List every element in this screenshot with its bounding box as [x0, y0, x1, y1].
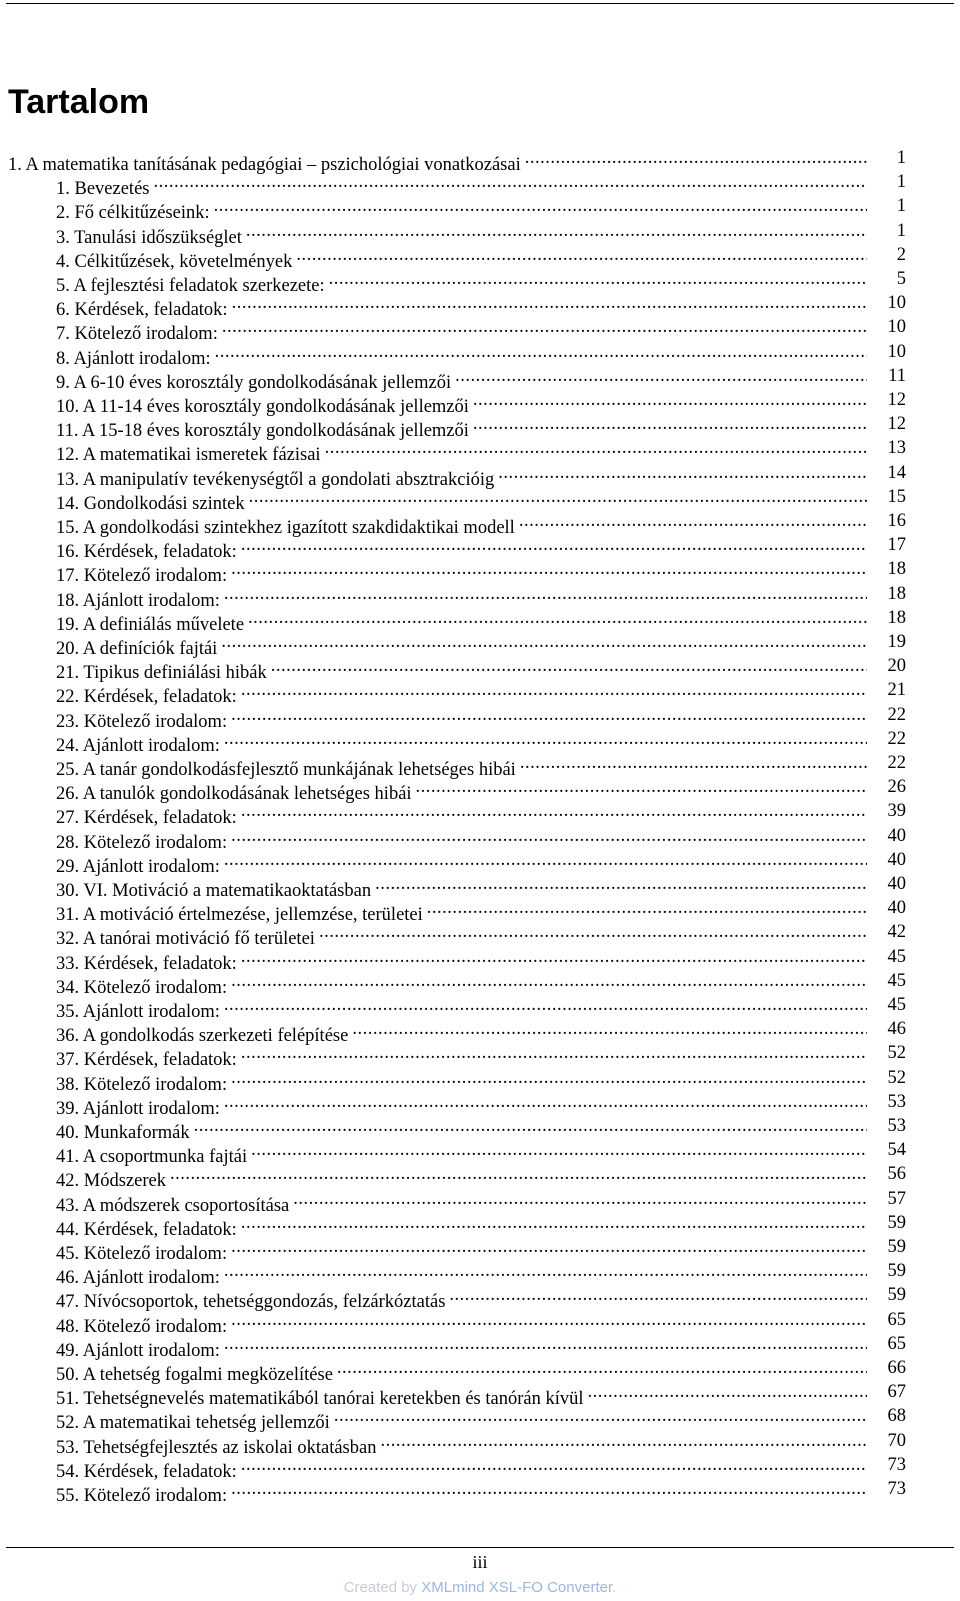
toc-entry[interactable]	[56, 727, 867, 756]
toc-entry[interactable]	[56, 364, 867, 393]
toc-dot-leader	[249, 485, 867, 509]
toc-entry[interactable]	[56, 993, 867, 1022]
toc-entry-label: 48. Kötelező irodalom:	[56, 1317, 228, 1337]
toc-entry-page: 40	[887, 850, 906, 870]
toc-entry-label: 51. Tehetségnevelés matematikából tanórai keretekben és tanórán kívül	[56, 1389, 584, 1409]
toc-entry-label: 26. A tanulók gondolkodásának lehetséges hibái	[56, 784, 412, 804]
toc-dot-leader	[215, 340, 867, 364]
toc-entry-page: 45	[887, 971, 906, 991]
toc-entry-page: 45	[887, 995, 906, 1015]
toc-entry-label: 5. A fejlesztési feladatok szerkezete:	[56, 276, 325, 296]
toc-entry-page: 42	[887, 922, 906, 942]
toc-entry-page: 20	[887, 656, 906, 676]
toc-dot-leader	[248, 606, 867, 630]
toc-entry-label: 35. Ajánlott irodalom:	[56, 1002, 220, 1022]
toc-entry-page: 1	[896, 148, 906, 168]
toc-entry-label: 19. A definiálás művelete	[56, 615, 245, 635]
toc-entry[interactable]	[56, 1017, 867, 1046]
toc-entry-page: 17	[887, 535, 906, 555]
toc-dot-leader	[224, 1090, 867, 1114]
toc-dot-leader	[473, 412, 867, 436]
toc-dot-leader	[241, 799, 867, 823]
toc-entry[interactable]	[56, 388, 867, 417]
toc-entry-label: 28. Kötelező irodalom:	[56, 833, 228, 853]
toc-entry-page: 59	[887, 1261, 906, 1281]
toc-entry-page: 67	[887, 1382, 906, 1402]
toc-dot-leader	[231, 969, 867, 993]
toc-entry-page: 10	[887, 342, 906, 362]
toc-entry[interactable]	[56, 533, 867, 562]
toc-entry-label: 18. Ajánlott irodalom:	[56, 591, 220, 611]
toc-dot-leader	[224, 1259, 867, 1283]
toc-entry-label: 3. Tanulási időszükséglet	[56, 228, 242, 248]
toc-entry-label: 7. Kötelező irodalom:	[56, 324, 218, 344]
toc-entry-page: 10	[887, 293, 906, 313]
toc-entry-page: 73	[887, 1479, 906, 1499]
toc-entry-page: 5	[896, 269, 906, 289]
toc-entry-page: 54	[887, 1140, 906, 1160]
toc-entry[interactable]	[56, 1356, 867, 1385]
toc-entry[interactable]	[56, 1283, 867, 1312]
toc-entry-page: 53	[887, 1092, 906, 1112]
toc-entry-label: 23. Kötelező irodalom:	[56, 712, 228, 732]
toc-entry[interactable]	[56, 1066, 867, 1095]
toc-entry-page: 65	[887, 1310, 906, 1330]
toc-dot-leader	[375, 872, 867, 896]
toc-entry-label: 6. Kérdések, feladatok:	[56, 300, 228, 320]
toc-entry[interactable]	[56, 1259, 867, 1288]
toc-entry[interactable]	[56, 557, 867, 586]
toc-entry-page: 70	[887, 1431, 906, 1451]
toc-entry-label: 14. Gondolkodási szintek	[56, 494, 245, 514]
toc-dot-leader	[380, 1429, 867, 1453]
toc-entry[interactable]	[56, 1453, 867, 1482]
toc-entry-page: 59	[887, 1237, 906, 1257]
toc-entry-label: 40. Munkaformák	[56, 1123, 190, 1143]
toc-entry-page: 18	[887, 608, 906, 628]
toc-entry[interactable]	[56, 436, 867, 465]
toc-entry-page: 59	[887, 1285, 906, 1305]
toc-entry-page: 1	[896, 196, 906, 216]
toc-dot-leader	[241, 1453, 867, 1477]
toc-dot-leader	[224, 582, 867, 606]
toc-entry-label: 34. Kötelező irodalom:	[56, 978, 228, 998]
toc-dot-leader	[329, 267, 867, 291]
toc-entry-label: 46. Ajánlott irodalom:	[56, 1268, 220, 1288]
toc-dot-leader	[525, 146, 867, 170]
watermark-suffix: .	[612, 1579, 617, 1596]
toc-entry-page: 16	[887, 511, 906, 531]
toc-entry-page: 52	[887, 1043, 906, 1063]
toc-entry[interactable]	[56, 896, 867, 925]
toc-dot-leader	[449, 1283, 867, 1307]
toc-entry-label: 29. Ajánlott irodalom:	[56, 857, 220, 877]
toc-entry[interactable]	[56, 703, 867, 732]
toc-entry-label: 20. A definíciók fajtái	[56, 639, 218, 659]
toc-entry-label: 41. A csoportmunka fajtái	[56, 1147, 248, 1167]
toc-entry-label: 8. Ajánlott irodalom:	[56, 349, 211, 369]
toc-dot-leader	[194, 1114, 867, 1138]
toc-dot-leader	[231, 703, 867, 727]
toc-entry[interactable]	[56, 775, 867, 804]
toc-dot-leader	[224, 1332, 867, 1356]
toc-dot-leader	[319, 920, 867, 944]
toc-dot-leader	[337, 1356, 867, 1380]
toc-entry-page: 12	[887, 414, 906, 434]
toc-entry-page: 18	[887, 584, 906, 604]
toc-entry-label: 1. A matematika tanításának pedagógiai – pszichológiai vonatkozásai	[8, 155, 521, 175]
toc-entry[interactable]	[56, 799, 867, 828]
toc-entry-page: 53	[887, 1116, 906, 1136]
toc-dot-leader	[241, 678, 867, 702]
toc-entry-label: 37. Kérdések, feladatok:	[56, 1050, 237, 1070]
toc-entry-label: 54. Kérdések, feladatok:	[56, 1462, 237, 1482]
toc-entry-page: 22	[887, 753, 906, 773]
toc-entry[interactable]	[56, 1404, 867, 1433]
toc-dot-leader	[241, 1041, 867, 1065]
toc-dot-leader	[352, 1017, 867, 1041]
top-rule	[6, 3, 954, 4]
toc-dot-leader	[455, 364, 867, 388]
toc-entry[interactable]	[56, 509, 867, 538]
toc-dot-leader	[231, 557, 867, 581]
page-title: Tartalom	[8, 83, 150, 121]
toc-dot-leader	[587, 1380, 867, 1404]
toc-dot-leader	[296, 243, 867, 267]
toc-entry-page: 39	[887, 801, 906, 821]
toc-entry[interactable]	[56, 920, 867, 949]
toc-dot-leader	[325, 436, 867, 460]
page-number: iii	[472, 1552, 488, 1572]
toc-entry-label: 52. A matematikai tehetség jellemzői	[56, 1413, 330, 1433]
toc-dot-leader	[231, 1477, 867, 1501]
watermark-prefix: Created by	[343, 1579, 422, 1596]
toc-entry[interactable]	[56, 848, 867, 877]
toc-dot-leader	[154, 170, 868, 194]
toc-entry-label: 10. A 11-14 éves korosztály gondolkodásának jellemzői	[56, 397, 469, 417]
toc-entry-label: 42. Módszerek	[56, 1171, 166, 1191]
toc-entry-label: 9. A 6-10 éves korosztály gondolkodásának jellemzői	[56, 373, 452, 393]
toc-dot-leader	[271, 654, 867, 678]
toc-entry[interactable]	[56, 606, 867, 635]
toc-entry-label: 36. A gondolkodás szerkezeti felépítése	[56, 1026, 349, 1046]
toc-dot-leader	[334, 1404, 867, 1428]
toc-entry-label: 55. Kötelező irodalom:	[56, 1486, 228, 1506]
toc-entry-label: 44. Kérdések, feladatok:	[56, 1220, 237, 1240]
toc-entry[interactable]	[56, 1332, 867, 1361]
toc-entry[interactable]	[56, 1477, 867, 1506]
toc-dot-leader	[241, 533, 867, 557]
toc-entry[interactable]	[56, 315, 867, 344]
toc-entry[interactable]	[56, 1429, 867, 1458]
toc-entry-label: 43. A módszerek csoportosítása	[56, 1196, 290, 1216]
toc-entry-page: 1	[896, 221, 906, 241]
toc-entry-page: 68	[887, 1406, 906, 1426]
toc-entry-label: 50. A tehetség fogalmi megközelítése	[56, 1365, 333, 1385]
toc-entry-label: 4. Célkitűzések, követelmények	[56, 252, 293, 272]
toc-entry-page: 1	[896, 172, 906, 192]
toc-dot-leader	[221, 630, 867, 654]
toc-dot-leader	[231, 1066, 867, 1090]
toc-entry[interactable]	[56, 1041, 867, 1070]
toc-entry-page: 15	[887, 487, 906, 507]
toc-entry[interactable]	[56, 630, 867, 659]
toc-entry-page: 19	[887, 632, 906, 652]
toc-entry-page: 52	[887, 1068, 906, 1088]
toc-entry-label: 12. A matematikai ismeretek fázisai	[56, 445, 321, 465]
toc-entry-label: 33. Kérdések, feladatok:	[56, 954, 237, 974]
toc-entry[interactable]	[56, 340, 867, 369]
watermark	[0, 1578, 960, 1598]
toc-entry-label: 31. A motiváció értelmezése, jellemzése, területei	[56, 905, 423, 925]
toc-entry-page: 40	[887, 874, 906, 894]
toc-dot-leader	[293, 1187, 867, 1211]
toc-entry-label: 25. A tanár gondolkodásfejlesztő munkájának lehetséges hibái	[56, 760, 516, 780]
toc-entry-page: 40	[887, 826, 906, 846]
toc-entry-page: 14	[887, 463, 906, 483]
toc-entry[interactable]	[56, 1235, 867, 1264]
toc-entry[interactable]	[56, 412, 867, 441]
toc-dot-leader	[241, 1211, 867, 1235]
toc-dot-leader	[231, 824, 867, 848]
toc-entry[interactable]	[56, 243, 867, 272]
toc-entry-label: 32. A tanórai motiváció fő területei	[56, 929, 315, 949]
toc-dot-leader	[498, 461, 867, 485]
toc-entry[interactable]	[56, 194, 867, 223]
toc-entry-page: 45	[887, 947, 906, 967]
toc-entry-label: 47. Nívócsoportok, tehetséggondozás, felzárkóztatás	[56, 1292, 446, 1312]
toc-entry-label: 16. Kérdések, feladatok:	[56, 542, 237, 562]
toc-entry[interactable]	[56, 219, 867, 248]
toc-dot-leader	[231, 1308, 867, 1332]
toc-entry-label: 13. A manipulatív tevékenységtől a gondolati absztrakcióig	[56, 470, 495, 490]
toc-entry-page: 18	[887, 559, 906, 579]
toc-entry-label: 45. Kötelező irodalom:	[56, 1244, 228, 1264]
toc-dot-leader	[251, 1138, 867, 1162]
toc-dot-leader	[231, 1235, 867, 1259]
toc-entry-label: 24. Ajánlott irodalom:	[56, 736, 220, 756]
toc-entry-page: 65	[887, 1334, 906, 1354]
toc-entry[interactable]	[56, 1162, 867, 1191]
toc-entry-page: 22	[887, 705, 906, 725]
toc-entry-page: 21	[887, 680, 906, 700]
bottom-rule	[6, 1547, 954, 1548]
toc-entry[interactable]	[56, 1380, 867, 1409]
toc-entry-page: 66	[887, 1358, 906, 1378]
toc-entry[interactable]	[56, 1211, 867, 1240]
toc-entry[interactable]	[56, 751, 867, 780]
toc-entry[interactable]	[56, 267, 867, 296]
toc-entry[interactable]	[56, 461, 867, 490]
toc-entry[interactable]	[56, 945, 867, 974]
toc-entry[interactable]	[56, 678, 867, 707]
toc-entry-page: 12	[887, 390, 906, 410]
toc-entry-page: 26	[887, 777, 906, 797]
toc-dot-leader	[520, 751, 867, 775]
toc-entry[interactable]	[8, 146, 867, 175]
toc-dot-leader	[519, 509, 867, 533]
toc-entry-label: 27. Kérdések, feladatok:	[56, 808, 237, 828]
toc-entry[interactable]	[56, 291, 867, 320]
toc-entry[interactable]	[56, 1308, 867, 1337]
toc-entry-label: 53. Tehetségfejlesztés az iskolai oktatásban	[56, 1438, 377, 1458]
toc-entry-label: 15. A gondolkodási szintekhez igazított szakdidaktikai modell	[56, 518, 515, 538]
toc-entry-label: 49. Ajánlott irodalom:	[56, 1341, 220, 1361]
toc-entry[interactable]	[56, 824, 867, 853]
toc-entry[interactable]	[56, 485, 867, 514]
toc-entry-label: 38. Kötelező irodalom:	[56, 1075, 228, 1095]
toc-dot-leader	[473, 388, 867, 412]
toc-entry-label: 1. Bevezetés	[56, 179, 150, 199]
toc-dot-leader	[232, 291, 867, 315]
watermark-brand[interactable]: XMLmind XSL-FO Converter	[421, 1579, 613, 1596]
toc-entry-page: 10	[887, 317, 906, 337]
toc-dot-leader	[416, 775, 867, 799]
toc-entry-page: 11	[888, 366, 906, 386]
toc-entry-page: 22	[887, 729, 906, 749]
toc-entry-label: 39. Ajánlott irodalom:	[56, 1099, 220, 1119]
toc-entry-page: 2	[896, 245, 906, 265]
toc-entry[interactable]	[56, 1187, 867, 1216]
toc-dot-leader	[224, 993, 867, 1017]
toc-entry[interactable]	[56, 1090, 867, 1119]
toc-entry-page: 59	[887, 1213, 906, 1233]
toc-entry-page: 73	[887, 1455, 906, 1475]
toc-entry[interactable]	[56, 170, 867, 199]
toc-entry[interactable]	[56, 872, 867, 901]
toc-entry-page: 40	[887, 898, 906, 918]
toc-entry-page: 13	[887, 438, 906, 458]
toc-entry-page: 57	[887, 1189, 906, 1209]
toc-entry-label: 22. Kérdések, feladatok:	[56, 687, 237, 707]
toc-entry-label: 17. Kötelező irodalom:	[56, 566, 228, 586]
toc-entry[interactable]	[56, 1138, 867, 1167]
toc-entry[interactable]	[56, 1114, 867, 1143]
toc-dot-leader	[224, 727, 867, 751]
toc-entry[interactable]	[56, 969, 867, 998]
toc-dot-leader	[427, 896, 867, 920]
toc-entry-label: 11. A 15-18 éves korosztály gondolkodásának jellemzői	[56, 421, 469, 441]
toc-entry-label: 30. VI. Motiváció a matematikaoktatásban	[56, 881, 372, 901]
toc-dot-leader	[222, 315, 867, 339]
toc-entry[interactable]	[56, 582, 867, 611]
toc-entry[interactable]	[56, 654, 867, 683]
toc-dot-leader	[214, 194, 867, 218]
toc-entry-label: 21. Tipikus definiálási hibák	[56, 663, 267, 683]
toc-dot-leader	[246, 219, 867, 243]
toc-entry-page: 56	[887, 1164, 906, 1184]
toc-dot-leader	[170, 1162, 867, 1186]
toc-entry-label: 2. Fő célkitűzéseink:	[56, 203, 210, 223]
toc-dot-leader	[241, 945, 867, 969]
toc-entry-page: 46	[887, 1019, 906, 1039]
toc-dot-leader	[224, 848, 867, 872]
